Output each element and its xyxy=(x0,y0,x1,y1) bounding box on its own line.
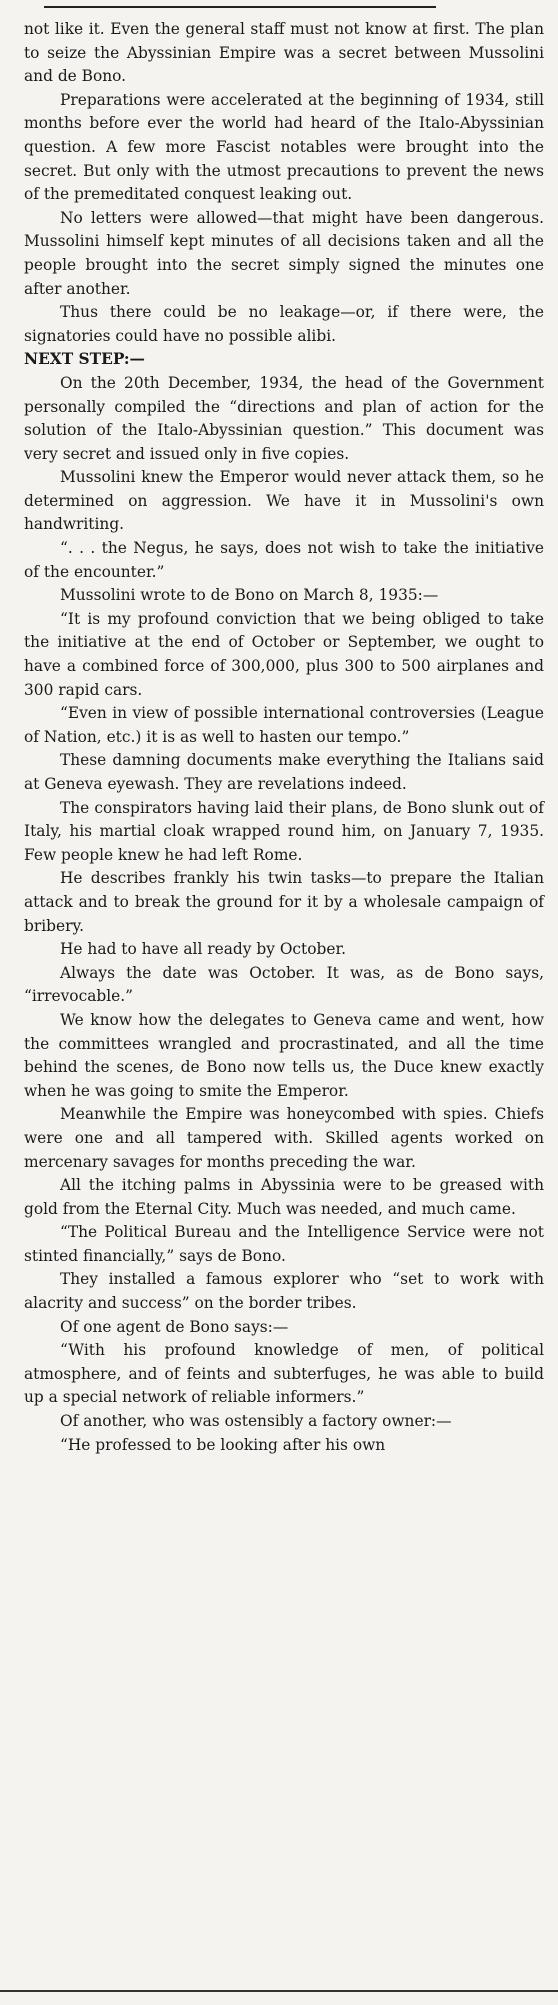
paragraph-11: These damning documents make everything the Italians said at Geneva eyewash. They are revelations indeed. xyxy=(24,751,544,793)
article-column xyxy=(24,18,544,1457)
paragraph-13: He describes frankly his twin tasks—to prepare the Italian attack and to break the ground for it by a wholesale campaign of bribery. xyxy=(24,869,544,935)
paragraph-9: “It is my profound conviction that we being obliged to take the initiative at the end of October or September, we ought to have a combined force of 300,000, plus 300 to 500 airplanes and 300 rapid cars. xyxy=(24,609,544,699)
paragraph-16: We know how the delegates to Geneva came and went, how the committees wrangled and procrastinated, and all the time behind the scenes, de Bono now tells us, the Duce knew exactly when he was going to smite the Emperor. xyxy=(24,1010,544,1100)
paragraph-22: “With his profound knowledge of men, of political atmosphere, and of feints and subterfuges, he was able to build up a special network of reliable informers.” xyxy=(24,1341,544,1407)
paragraph-7: “. . . the Negus, he says, does not wish to take the initiative of the encounter.” xyxy=(24,539,544,581)
paragraph-2: Preparations were accelerated at the beginning of 1934, still months before ever the world had heard of the Italo-Abyssinian question. A few more Fascist notables were brought into the secret. But only with the utmost precautions to prevent the news of the premeditated conquest leaking out. xyxy=(24,90,544,204)
paragraph-5: On the 20th December, 1934, the head of the Government personally compiled the “directions and plan of action for the solution of the Italo-Abyssinian question.” This document was very secret and issued only in five copies. xyxy=(24,373,544,463)
paragraph-24: “He professed to be looking after his own xyxy=(60,1435,386,1454)
paragraph-3: No letters were allowed—that might have been dangerous. Mussolini himself kept minutes of all decisions taken and all the people brought into the secret simply signed the minutes one after another. xyxy=(24,208,544,298)
paragraph-17: Meanwhile the Empire was honeycombed with spies. Chiefs were one and all tampered with. Skilled agents worked on mercenary savages for months preceding the war. xyxy=(24,1105,544,1171)
paragraph-21: Of one agent de Bono says:— xyxy=(60,1317,289,1336)
paragraph-10: “Even in view of possible international controversies (League of Nation, etc.) it is as well to hasten our tempo.” xyxy=(24,704,544,746)
paragraph-4: Thus there could be no leakage—or, if there were, the signatories could have no possible alibi. xyxy=(24,303,544,345)
top-rule xyxy=(44,6,436,8)
section-heading: NEXT STEP:— xyxy=(24,350,145,369)
paragraph-20: They installed a famous explorer who “set to work with alacrity and success” on the border tribes. xyxy=(24,1270,544,1313)
paragraph-8: Mussolini wrote to de Bono on March 8, 1935:— xyxy=(60,586,439,605)
paragraph-12: The conspirators having laid their plans, de Bono slunk out of Italy, his martial cloak wrapped round him, on January 7, 1935. Few people knew he had left Rome. xyxy=(24,798,544,864)
paragraph-15: Always the date was October. It was, as de Bono says, “irrevocable.” xyxy=(24,963,544,1006)
paragraph-14: He had to have all ready by October. xyxy=(60,940,347,959)
paragraph-18: All the itching palms in Abyssinia were to be greased with gold from the Eternal City. Much was needed, and much came. xyxy=(24,1176,544,1218)
paragraph-19: “The Political Bureau and the Intelligence Service were not stinted financially,” says de Bono. xyxy=(24,1223,544,1265)
paragraph-6: Mussolini knew the Emperor would never attack them, so he determined on aggression. We have it in Mussolini's own handwriting. xyxy=(24,468,544,534)
bottom-rule xyxy=(0,1990,558,1992)
paragraph-23: Of another, who was ostensibly a factory owner:— xyxy=(60,1412,452,1431)
paragraph-1: not like it. Even the general staff must not know at first. The plan to seize the Abyssinian Empire was a secret between Mussolini and de Bono. xyxy=(24,20,544,86)
